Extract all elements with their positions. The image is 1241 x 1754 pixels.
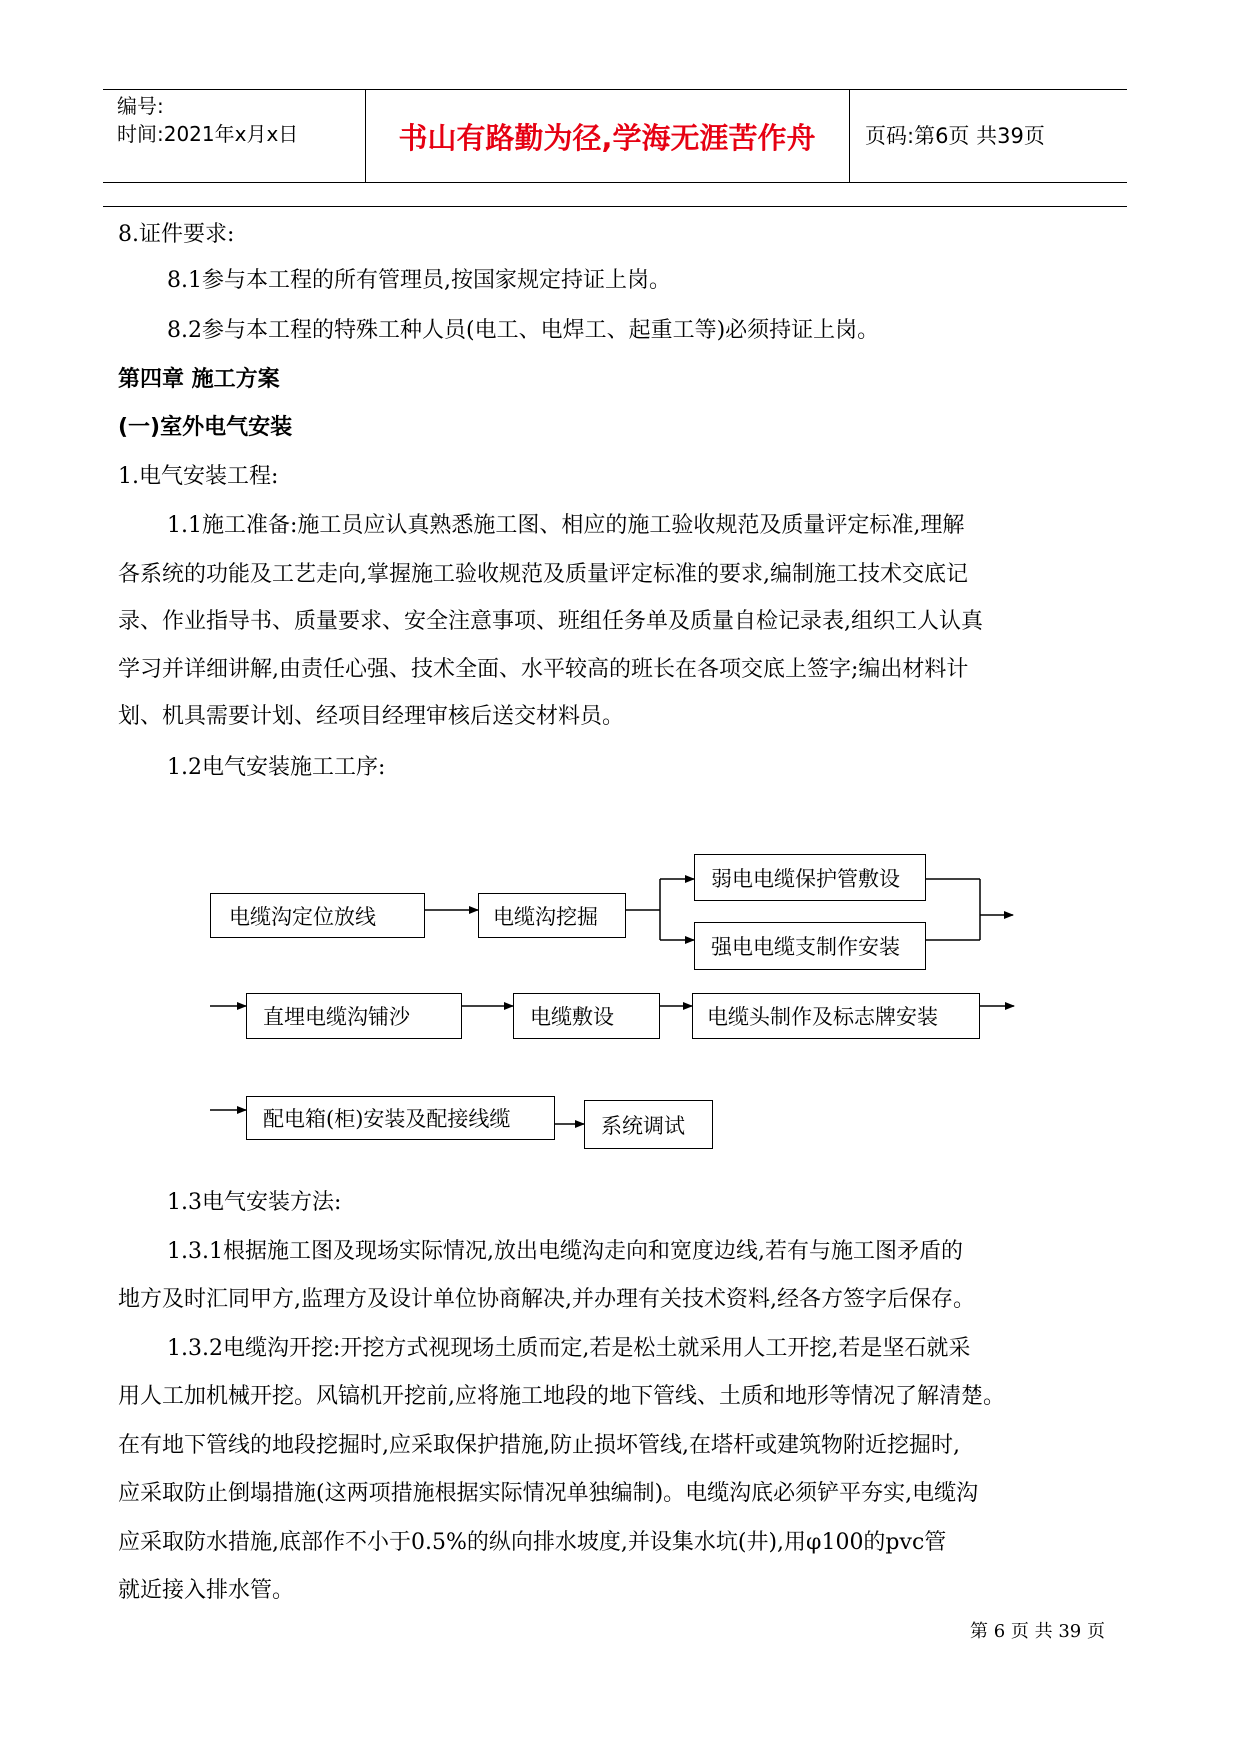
paragraph-line: 在有地下管线的地段挖掘时,应采取保护措施,防止损坏管线,在塔杆或建筑物附近挖掘时, <box>118 1433 960 1458</box>
paragraph: 8.2参与本工程的特殊工种人员(电工、电焊工、起重工等)必须持证上岗。 <box>167 318 880 343</box>
flow-step-box: 配电箱(柜)安装及配接线缆 <box>246 1096 555 1140</box>
flow-step-box: 电缆头制作及标志牌安装 <box>692 993 980 1039</box>
flow-step-box: 弱电电缆保护管敷设 <box>694 854 926 901</box>
paragraph-line: 学习并详细讲解,由责任心强、技术全面、水平较高的班长在各项交底上签字;编出材料计 <box>118 657 969 682</box>
header-motto: 书山有路勤为径,学海无涯苦作舟 <box>398 121 816 155</box>
document-number-label: 编号: <box>117 94 164 118</box>
paragraph-line: 录、作业指导书、质量要求、安全注意事项、班组任务单及质量自检记录表,组织工人认真 <box>118 609 983 634</box>
paragraph: 1.3电气安装方法: <box>167 1190 342 1215</box>
paragraph: 8.1参与本工程的所有管理员,按国家规定持证上岗。 <box>167 268 671 293</box>
paragraph: 1.电气安装工程: <box>118 464 279 489</box>
paragraph-line: 划、机具需要计划、经项目经理审核后送交材料员。 <box>118 704 625 729</box>
section-heading: (一)室外电气安装 <box>118 415 293 440</box>
flow-step-box: 强电电缆支制作安装 <box>694 922 926 970</box>
chapter-heading: 第四章 施工方案 <box>118 367 280 392</box>
paragraph-line: 各系统的功能及工艺走向,掌握施工验收规范及质量评定标准的要求,编制施工技术交底记 <box>118 562 968 587</box>
paragraph-line: 1.1施工准备:施工员应认真熟悉施工图、相应的施工验收规范及质量评定标准,理解 <box>167 513 965 538</box>
flow-step-box: 电缆敷设 <box>513 993 660 1039</box>
paragraph-line: 地方及时汇同甲方,监理方及设计单位协商解决,并办理有关技术资料,经各方签字后保存。 <box>118 1287 975 1312</box>
paragraph-line: 应采取防止倒塌措施(这两项措施根据实际情况单独编制)。电缆沟底必须铲平夯实,电缆沟 <box>118 1481 979 1506</box>
paragraph-line: 就近接入排水管。 <box>118 1578 295 1603</box>
flow-step-box: 直埋电缆沟铺沙 <box>246 993 462 1039</box>
paragraph: 1.2电气安装施工工序: <box>167 755 386 780</box>
flow-step-box: 系统调试 <box>584 1100 713 1149</box>
flow-step-box: 电缆沟定位放线 <box>210 893 425 938</box>
paragraph-line: 应采取防水措施,底部作不小于0.5%的纵向排水坡度,并设集水坑(井),用φ100的pvc管 <box>118 1530 947 1555</box>
paragraph-line: 1.3.1根据施工图及现场实际情况,放出电缆沟走向和宽度边线,若有与施工图矛盾的 <box>167 1239 963 1264</box>
document-time-label: 时间:2021年x月x日 <box>117 122 299 146</box>
paragraph-line: 用人工加机械开挖。风镐机开挖前,应将施工地段的地下管线、土质和地形等情况了解清楚。 <box>118 1384 1005 1409</box>
paragraph: 8.证件要求: <box>118 222 235 247</box>
header-page-info: 页码:第6页 共39页 <box>865 124 1045 148</box>
flow-step-box: 电缆沟挖掘 <box>478 893 626 938</box>
paragraph-line: 1.3.2电缆沟开挖:开挖方式视现场土质而定,若是松土就采用人工开挖,若是坚石就采 <box>167 1336 971 1361</box>
page-footer: 第 6 页 共 39 页 <box>970 1621 1105 1642</box>
